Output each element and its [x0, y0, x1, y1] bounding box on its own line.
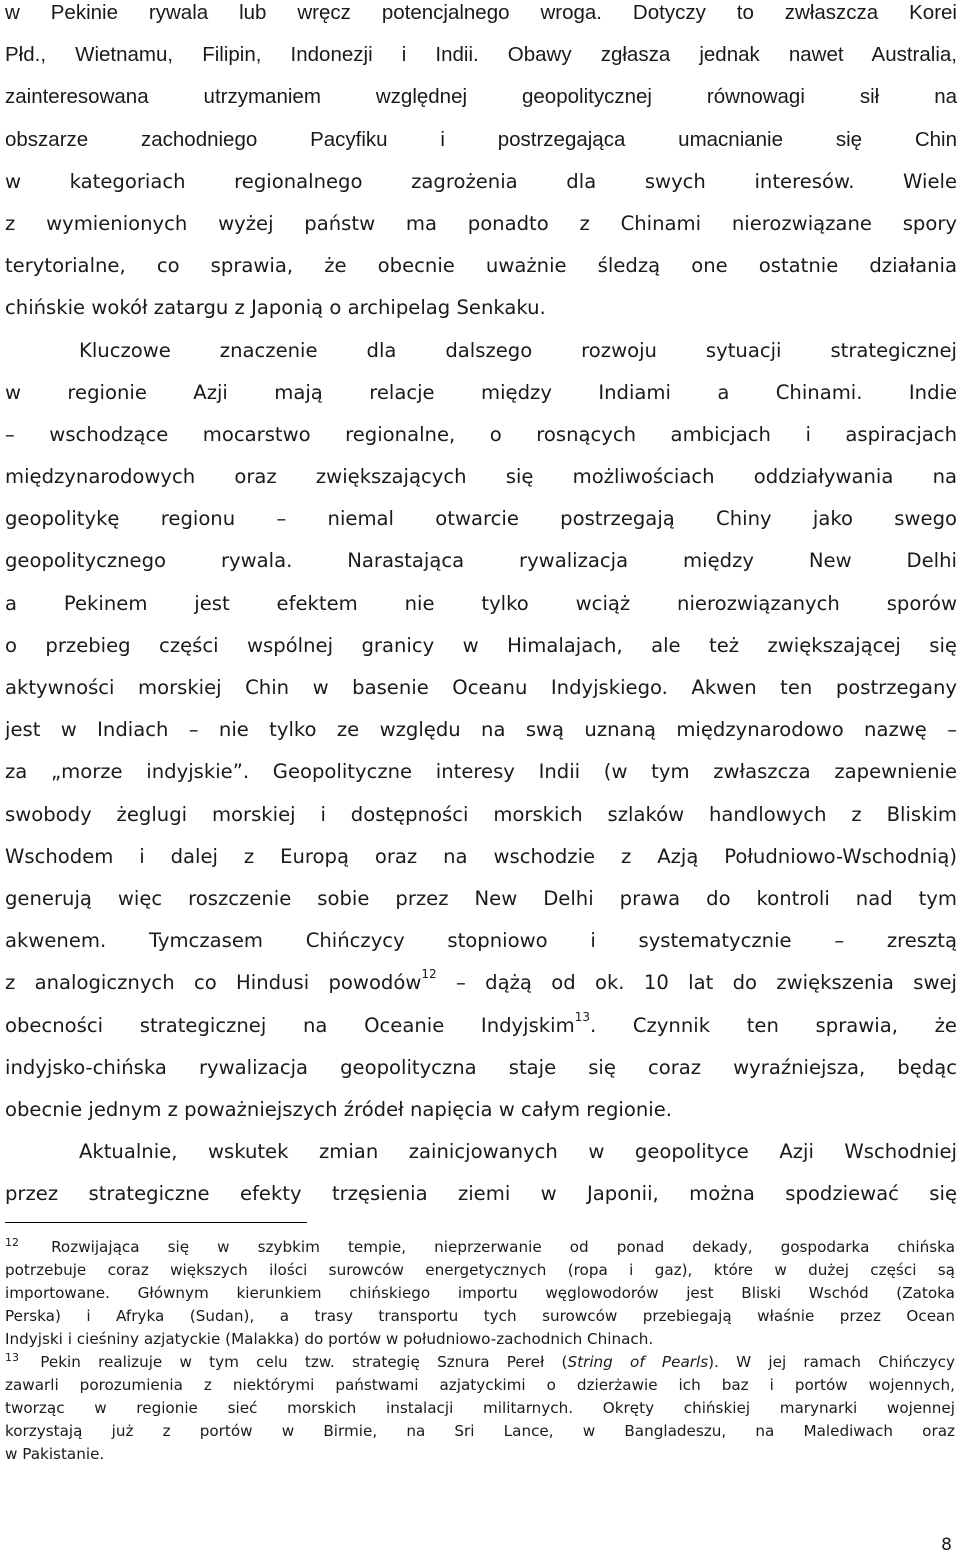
text-line: za „morze indyjskie”. Geopolityczne interesy Indii (w tym zwłaszcza zapewnienie [5, 760, 957, 784]
text-line: Kluczowe znaczenie dla dalszego rozwoju sytuacji strategicznej [79, 338, 957, 362]
text-line: Aktualnie, wskutek zmian zainicjowanych w geopolityce Azji Wschodniej [79, 1140, 957, 1164]
text-line-with-footnote [5, 962, 957, 1004]
page-number: 8 [941, 1535, 952, 1555]
text-segment: z analogicznych co Hindusi powodów [5, 971, 422, 995]
footnote-text: zawarli porozumienia z niektórymi państwami azjatyckimi o dzierżawie ich baz i portów wojennych, [5, 1376, 955, 1394]
text-line: akwenem. Tymczasem Chińczycy stopniowo i systematycznie – zresztą [5, 929, 957, 953]
footnote-12 [5, 1236, 955, 1259]
footnote-text: Pekin realizuje w tym celu tzw. strategię Sznura Pereł ( [40, 1353, 568, 1371]
text-line-with-footnote [5, 1005, 957, 1047]
text-line: przez strategiczne efekty trzęsienia ziemi w Japonii, można spodziewać się [5, 1182, 957, 1206]
footnote-text: ). W jej ramach Chińczycy [708, 1353, 955, 1371]
text-line: zainteresowana utrzymaniem względnej geopolitycznej równowagi sił na [5, 85, 957, 109]
footnote-text: importowane. Głównym kierunkiem chińskiego importu węglowodorów jest Bliski Wschód (Zatoka [5, 1284, 955, 1302]
text-line: – wschodzące mocarstwo regionalne, o rosnących ambicjach i aspiracjach [5, 422, 957, 446]
text-line: aktywności morskiej Chin w basenie Oceanu Indyjskiego. Akwen ten postrzegany [5, 676, 957, 699]
text-line: obecnie jednym z poważniejszych źródeł napięcia w całym regionie. [5, 1097, 672, 1121]
text-line: a Pekinem jest efektem nie tylko wciąż nierozwiązanych sporów [5, 591, 957, 615]
text-line: obszarze zachodniego Pacyfiku i postrzegająca umacnianie się Chin [5, 127, 957, 151]
text-line: w regionie Azji mają relacje między Indiami a Chinami. Indie [5, 380, 957, 404]
text-line: swobody żeglugi morskiej i dostępności morskich szlaków handlowych z Bliskim [5, 802, 957, 826]
footnote-italic-text: String of Pearls [567, 1353, 709, 1371]
footnote-number: 12 [5, 1236, 19, 1249]
footnote-text: potrzebuje coraz większych ilości surowców energetycznych (ropa i gaz), które w dużej części są [5, 1261, 955, 1279]
footnote-separator [5, 1222, 307, 1223]
footnote-text: tworząc w regionie sieć morskich instalacji militarnych. Okręty chińskiej marynarki wojennej [5, 1399, 955, 1417]
text-segment: obecności strategicznej na Oceanie Indyjskim [5, 1013, 575, 1037]
text-line: indyjsko-chińska rywalizacja geopolityczna staje się coraz wyraźniejsza, będąc [5, 1055, 957, 1079]
footnotes [5, 1236, 955, 1466]
footnote-text: Perska) i Afryka (Sudan), a trasy transportu tych surowców przebiegają właśnie przez Ocean [5, 1307, 955, 1325]
text-line: w Pekinie rywala lub wręcz potencjalnego wroga. Dotyczy to zwłaszcza Korei [5, 1, 957, 24]
footnote-number: 13 [5, 1351, 19, 1364]
text-line: jest w Indiach – nie tylko ze względu na swą uznaną międzynarodowo nazwę – [5, 718, 957, 742]
text-line: geopolitykę regionu – niemal otwarcie postrzegają Chiny jako swego [5, 507, 957, 531]
text-line: Wschodem i dalej z Europą oraz na wschodzie z Azją Południowo-Wschodnią) [5, 844, 957, 868]
text-line: w kategoriach regionalnego zagrożenia dla swych interesów. Wiele [5, 169, 957, 193]
text-line: międzynarodowych oraz zwiększających się możliwościach oddziaływania na [5, 465, 957, 489]
footnote-text: w Pakistanie. [5, 1445, 105, 1463]
footnote-text: Rozwijająca się w szybkim tempie, nieprzerwanie od ponad dekady, gospodarka chińska [51, 1238, 955, 1256]
footnote-ref-13[interactable]: 13 [574, 1009, 590, 1024]
footnote-ref-12[interactable]: 12 [421, 967, 437, 982]
text-line: terytorialne, co sprawia, że obecnie uważnie śledzą one ostatnie działania [5, 254, 957, 278]
body-text [5, 0, 957, 1215]
footnote-13 [5, 1351, 955, 1374]
text-line: o przebieg części wspólnej granicy w Himalajach, ale też zwiększającej się [5, 633, 957, 657]
text-line: chińskie wokół zatargu z Japonią o archipelag Senkaku. [5, 296, 546, 320]
text-line: z wymienionych wyżej państw ma ponadto z Chinami nierozwiązane spory [5, 211, 957, 235]
text-line: generują więc roszczenie sobie przez New Delhi prawa do kontroli nad tym [5, 886, 957, 910]
footnote-text: korzystają już z portów w Birmie, na Sri Lance, w Bangladeszu, na Malediwach oraz [5, 1422, 955, 1440]
text-segment: – dążą od ok. 10 lat do zwiększenia swej [436, 971, 957, 995]
text-line: geopolitycznego rywala. Narastająca rywalizacja między New Delhi [5, 549, 957, 573]
text-segment: . Czynnik ten sprawia, że [589, 1013, 957, 1037]
text-line: Płd., Wietnamu, Filipin, Indonezji i Indii. Obawy zgłasza jednak nawet Australia, [5, 43, 957, 67]
footnote-text: Indyjski i cieśniny azjatyckie (Malakka) do portów w południowo-zachodnich Chinach. [5, 1330, 654, 1348]
